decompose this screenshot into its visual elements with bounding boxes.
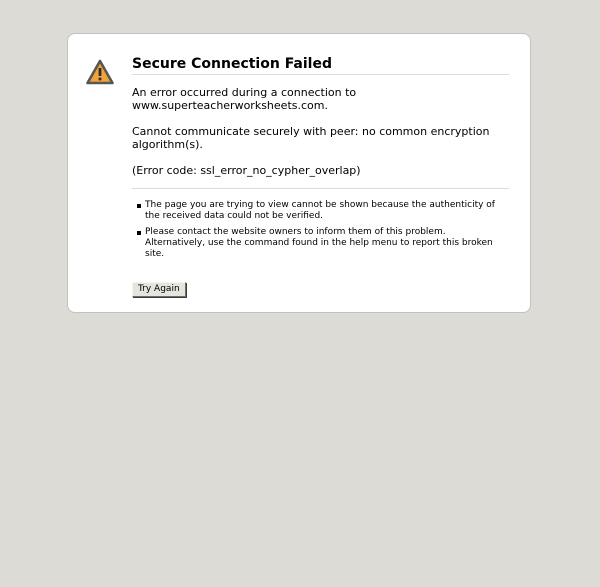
warning-icon	[86, 59, 114, 85]
error-notes-list	[132, 200, 509, 260]
divider	[132, 188, 509, 189]
error-intro-text: An error occurred during a connection to www.superteacherworksheets.com.	[132, 86, 357, 112]
list-item	[132, 200, 495, 222]
bullet-icon	[137, 204, 141, 208]
note-text: Please contact the website owners to inform them of this problem. Alternatively, use the command found in the help menu to report this broken site.	[145, 227, 493, 259]
error-code-text: (Error code: ssl_error_no_cypher_overlap)	[132, 164, 361, 177]
list-item	[132, 227, 495, 260]
error-title: Secure Connection Failed	[132, 56, 509, 75]
error-panel	[67, 33, 531, 313]
error-detail-text: Cannot communicate securely with peer: no common encryption algorithm(s).	[132, 125, 490, 151]
note-text: The page you are trying to view cannot be shown because the authenticity of the received data could not be verified.	[145, 200, 495, 221]
error-content	[132, 56, 509, 297]
bullet-icon	[137, 231, 141, 235]
try-again-button[interactable]: Try Again	[132, 282, 186, 297]
